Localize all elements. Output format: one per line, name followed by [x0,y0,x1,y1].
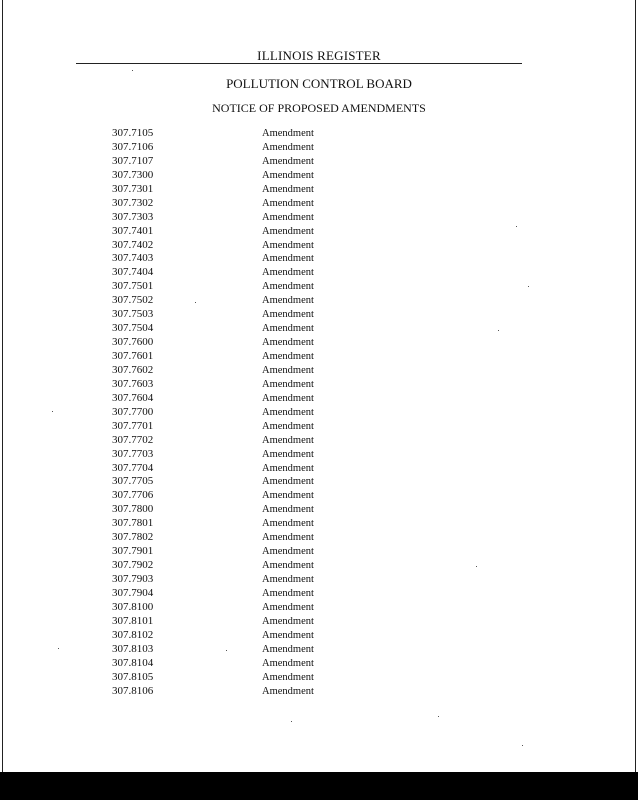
section-action: Amendment [262,560,314,572]
scan-speck [291,721,292,722]
section-number: 307.7404 [112,266,154,279]
section-number: 307.7105 [112,127,154,139]
scan-speck [516,226,517,227]
scan-speck [438,716,439,717]
section-row [112,685,412,699]
section-action: Amendment [262,462,314,474]
section-number: 307.7502 [112,294,154,307]
section-number: 307.8105 [112,670,154,683]
section-number: 307.7601 [112,350,154,362]
section-number: 307.7901 [112,545,154,558]
section-action: Amendment [262,643,314,655]
section-row [112,294,412,308]
section-number: 307.7703 [112,447,154,460]
section-action: Amendment [262,392,314,404]
section-number: 307.7704 [112,461,154,474]
section-row [112,169,412,183]
section-action: Amendment [262,253,314,265]
section-number: 307.8106 [112,684,154,697]
section-table [112,127,412,698]
notice-title: NOTICE OF PROPOSED AMENDMENTS [212,101,426,115]
section-action: Amendment [262,197,314,209]
header-rule [76,63,522,64]
section-action: Amendment [262,309,314,321]
section-number: 307.7701 [112,419,154,432]
section-number: 307.7303 [112,210,154,223]
section-row [112,462,412,476]
section-number: 307.7401 [112,224,154,237]
section-number: 307.8102 [112,628,154,641]
section-action: Amendment [262,601,314,613]
section-row [112,211,412,225]
section-number: 307.7603 [112,377,154,390]
section-number: 307.7801 [112,517,154,530]
section-number: 307.7702 [112,433,154,446]
section-row [112,643,412,657]
section-row [112,266,412,280]
section-row [112,308,412,322]
section-row [112,489,412,503]
section-row [112,420,412,434]
section-number: 307.7800 [112,503,154,516]
scan-speck [522,745,523,746]
section-row [112,475,412,489]
section-number: 307.7403 [112,252,154,265]
section-action: Amendment [262,420,314,432]
scan-speck [195,302,196,303]
section-row [112,629,412,643]
agency-name: POLLUTION CONTROL BOARD [226,76,412,91]
scan-speck [498,330,499,331]
section-row [112,503,412,517]
section-action: Amendment [262,490,314,502]
section-action: Amendment [262,546,314,558]
section-row [112,671,412,685]
section-row [112,183,412,197]
section-action: Amendment [262,169,314,181]
section-action: Amendment [262,378,314,390]
section-action: Amendment [262,532,314,544]
section-number: 307.7706 [112,489,154,502]
section-row [112,517,412,531]
section-row [112,601,412,615]
section-row [112,392,412,406]
section-row [112,225,412,239]
section-action: Amendment [262,671,314,683]
section-action: Amendment [262,351,314,362]
section-action: Amendment [262,295,314,307]
section-row [112,252,412,266]
section-action: Amendment [262,434,314,446]
section-action: Amendment [262,337,314,349]
section-number: 307.7501 [112,280,154,293]
section-number: 307.7705 [112,475,154,488]
section-action: Amendment [262,587,314,599]
section-number: 307.7604 [112,391,154,404]
section-row [112,559,412,573]
section-number: 307.7107 [112,154,154,167]
section-action: Amendment [262,267,314,279]
section-action: Amendment [262,364,314,376]
section-row [112,239,412,253]
section-number: 307.7903 [112,573,154,585]
section-action: Amendment [262,406,314,418]
scan-speck [476,566,477,567]
scan-speck [52,411,53,412]
scan-speck [528,286,529,287]
section-action: Amendment [262,239,314,251]
section-row [112,280,412,294]
section-row [112,545,412,559]
section-action: Amendment [262,225,314,237]
section-action: Amendment [262,183,314,195]
section-number: 307.7602 [112,363,154,376]
section-row [112,141,412,155]
section-row [112,406,412,420]
section-action: Amendment [262,574,314,585]
section-number: 307.7600 [112,336,154,349]
section-row [112,197,412,211]
section-row [112,573,412,587]
section-number: 307.7503 [112,308,154,321]
scan-bottom-band [0,772,638,800]
section-action: Amendment [262,476,314,488]
section-row [112,155,412,169]
section-action: Amendment [262,685,314,697]
section-row [112,615,412,629]
section-number: 307.7300 [112,168,154,181]
section-action: Amendment [262,448,314,460]
section-action: Amendment [262,155,314,167]
section-number: 307.7902 [112,559,154,572]
section-action: Amendment [262,615,314,627]
section-number: 307.7402 [112,238,154,251]
section-row [112,448,412,462]
register-title: ILLINOIS REGISTER [257,48,381,63]
section-row [112,657,412,671]
section-action: Amendment [262,128,314,139]
section-action: Amendment [262,323,314,335]
section-number: 307.8103 [112,642,154,655]
section-row [112,434,412,448]
section-action: Amendment [262,141,314,153]
section-number: 307.7802 [112,531,154,544]
section-number: 307.7700 [112,405,154,418]
section-row [112,364,412,378]
scan-speck [226,650,227,651]
section-action: Amendment [262,281,314,293]
scan-speck [58,648,59,649]
section-row [112,587,412,601]
section-action: Amendment [262,657,314,669]
section-action: Amendment [262,629,314,641]
section-row [112,531,412,545]
section-row [112,336,412,350]
section-action: Amendment [262,518,314,530]
section-row [112,350,412,364]
section-number: 307.8104 [112,656,154,669]
section-number: 307.7504 [112,322,154,335]
section-number: 307.7106 [112,140,154,153]
section-number: 307.7302 [112,196,154,209]
section-row [112,127,412,141]
section-number: 307.8101 [112,614,154,627]
section-row [112,378,412,392]
section-row [112,322,412,336]
section-number: 307.7904 [112,586,154,599]
section-number: 307.8100 [112,600,154,613]
section-action: Amendment [262,504,314,516]
section-number: 307.7301 [112,182,154,195]
section-action: Amendment [262,211,314,223]
scan-speck [132,70,133,71]
